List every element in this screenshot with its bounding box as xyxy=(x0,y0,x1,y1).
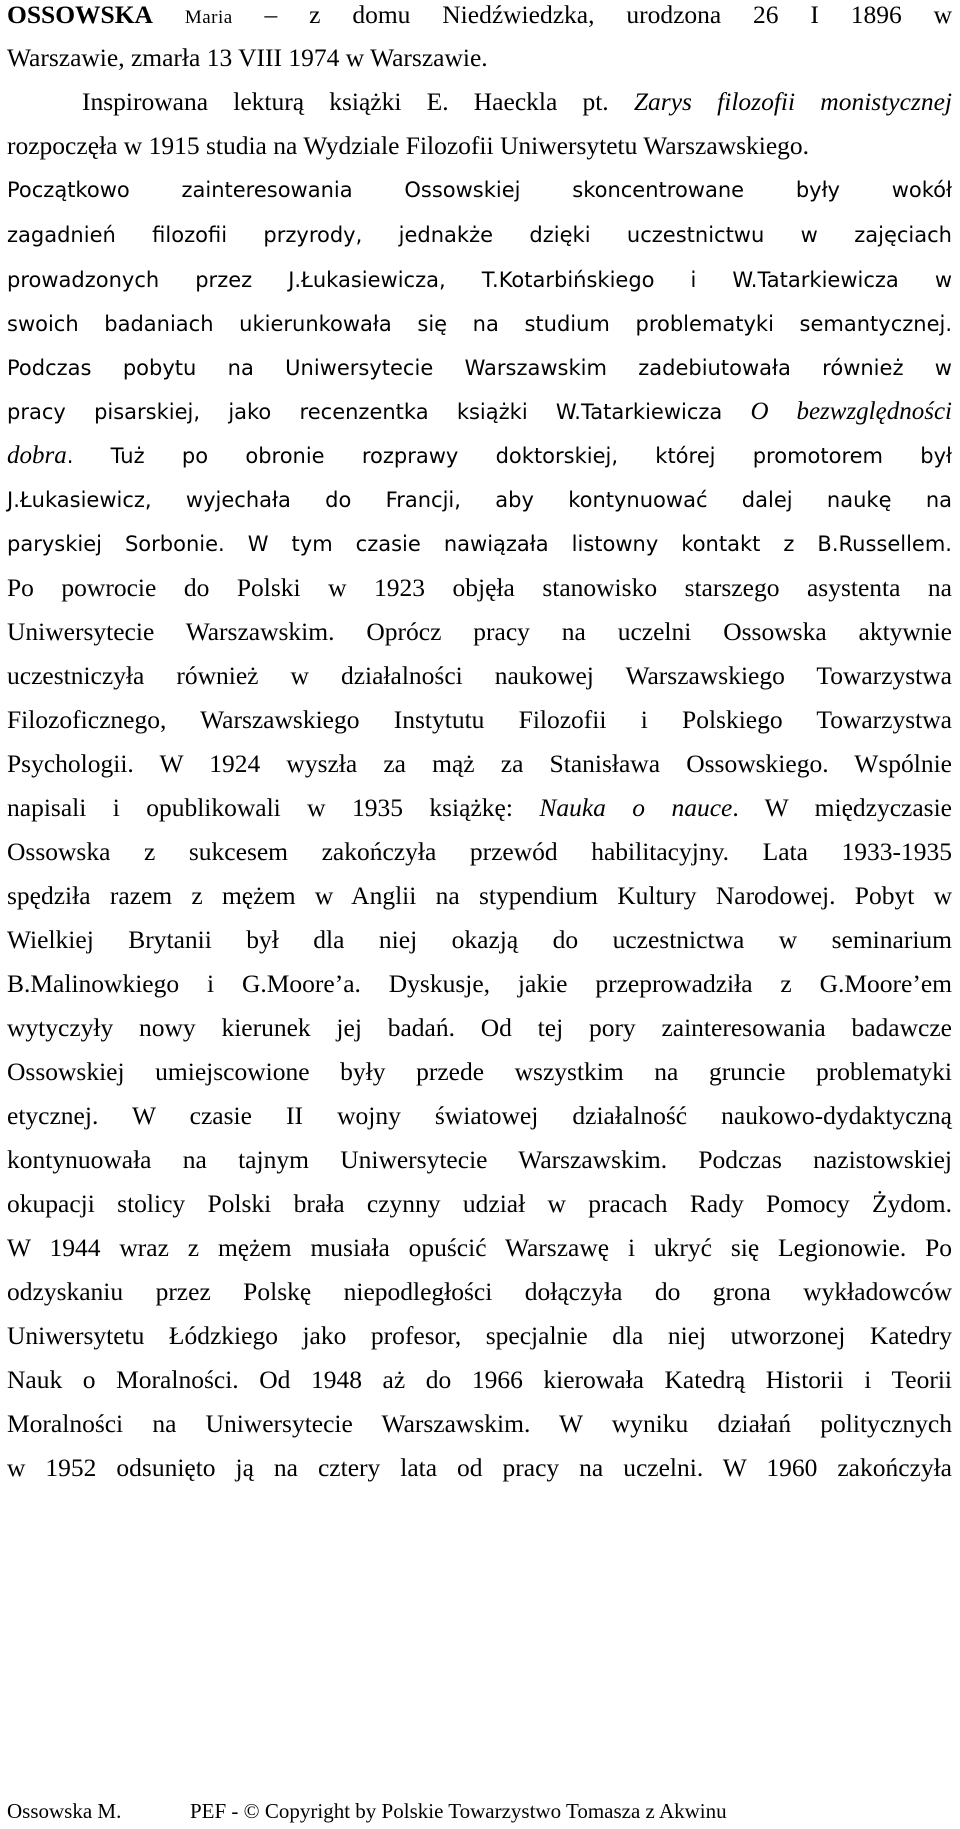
text-line: wytyczyły nowy kierunek jej badań. Od tej pory zainteresowania badawcze xyxy=(7,1013,952,1042)
text-line: pracy pisarskiej, jako recenzentka książki W.Tatarkiewicza O bezwzględności xyxy=(7,398,952,425)
text-line: zagadnień filozofii przyrody, jednakże dzięki uczestnictwu w zajęciach xyxy=(7,223,952,247)
text-line: swoich badaniach ukierunkowała się na studium problematyki semantycznej. xyxy=(7,312,952,336)
text-line: w 1952 odsunięto ją na cztery lata od pracy na uczelni. W 1960 zakończyła xyxy=(7,1453,952,1482)
text-line: Wielkiej Brytanii był dla niej okazją do uczestnictwa w seminarium xyxy=(7,925,952,954)
text-line: Uniwersytetu Łódzkiego jako profesor, specjalnie dla niej utworzonej Katedry xyxy=(7,1321,952,1350)
text-line: Po powrocie do Polski w 1923 objęła stanowisko starszego asystenta na xyxy=(7,573,952,602)
text-line: W 1944 wraz z mężem musiała opuścić Warszawę i ukryć się Legionowie. Po xyxy=(7,1233,952,1262)
text-line: B.Malinowkiego i G.Moore’a. Dyskusje, jakie przeprowadziła z G.Moore’em xyxy=(7,969,952,998)
footer-author: Ossowska M. xyxy=(7,1799,122,1823)
text-line: Warszawie, zmarła 13 VIII 1974 w Warszawie. xyxy=(7,43,488,72)
book-title: O bezwzględności xyxy=(750,398,952,425)
text-line: J.Łukasiewicz, wyjechała do Francji, aby kontynuować dalej naukę na xyxy=(7,488,952,512)
text-line: spędziła razem z mężem w Anglii na stypendium Kultury Narodowej. Pobyt w xyxy=(7,881,952,910)
book-title-continued: dobra xyxy=(7,442,67,469)
text-line: uczestniczyła również w działalności naukowej Warszawskiego Towarzystwa xyxy=(7,661,952,690)
paragraph-first-line: Inspirowana lekturą książki E. Haeckla pt. Zarys filozofii monistycznej xyxy=(82,87,952,116)
text-line: Filozoficznego, Warszawskiego Instytutu Filozofii i Polskiego Towarzystwa xyxy=(7,705,952,734)
book-title: Zarys filozofii monistycznej xyxy=(633,87,952,116)
text-line: dobra. Tuż po obronie rozprawy doktorskiej, której promotorem był xyxy=(7,442,952,469)
entry-heading-line xyxy=(7,0,952,30)
text-line: odzyskaniu przez Polskę niepodległości dołączyła do grona wykładowców xyxy=(7,1277,952,1306)
book-title: Nauka o nauce xyxy=(539,793,733,822)
text-line: Ossowska z sukcesem zakończyła przewód habilitacyjny. Lata 1933-1935 xyxy=(7,837,952,866)
entry-heading-text: – z domu Niedźwiedzka, urodzona 26 I 1896 w xyxy=(232,0,953,29)
text-line: Podczas pobytu na Uniwersytecie Warszawskim zadebiutowała również w xyxy=(7,356,952,380)
text-line: Nauk o Moralności. Od 1948 aż do 1966 kierowała Katedrą Historii i Teorii xyxy=(7,1365,952,1394)
footer-copyright: PEF - © Copyright by Polskie Towarzystwo Tomasza z Akwinu xyxy=(190,1799,727,1823)
text-line: okupacji stolicy Polski brała czynny udział w pracach Rady Pomocy Żydom. xyxy=(7,1189,952,1218)
entry-surname: OSSOWSKA xyxy=(7,0,153,29)
text-line: paryskiej Sorbonie. W tym czasie nawiązała listowny kontakt z B.Russellem. xyxy=(7,532,952,556)
text-line: kontynuowała na tajnym Uniwersytecie Warszawskim. Podczas nazistowskiej xyxy=(7,1145,952,1174)
text-line: napisali i opublikowali w 1935 książkę: Nauka o nauce. W międzyczasie xyxy=(7,793,952,822)
text-line: Ossowskiej umiejscowione były przede wszystkim na gruncie problematyki xyxy=(7,1057,952,1086)
text-line: prowadzonych przez J.Łukasiewicza, T.Kotarbińskiego i W.Tatarkiewicza w xyxy=(7,268,952,292)
text-line: Moralności na Uniwersytecie Warszawskim. W wyniku działań politycznych xyxy=(7,1409,952,1438)
text-line: Początkowo zainteresowania Ossowskiej skoncentrowane były wokół xyxy=(7,178,952,202)
text-line: rozpoczęła w 1915 studia na Wydziale Filozofii Uniwersytetu Warszawskiego. xyxy=(7,131,810,160)
text-line: Psychologii. W 1924 wyszła za mąż za Stanisława Ossowskiego. Wspólnie xyxy=(7,749,952,778)
page-footer xyxy=(7,1796,952,1826)
entry-given-name: Maria xyxy=(184,7,233,28)
text-line: Uniwersytecie Warszawskim. Oprócz pracy na uczelni Ossowska aktywnie xyxy=(7,617,952,646)
text-line: etycznej. W czasie II wojny światowej działalność naukowo-dydaktyczną xyxy=(7,1101,952,1130)
